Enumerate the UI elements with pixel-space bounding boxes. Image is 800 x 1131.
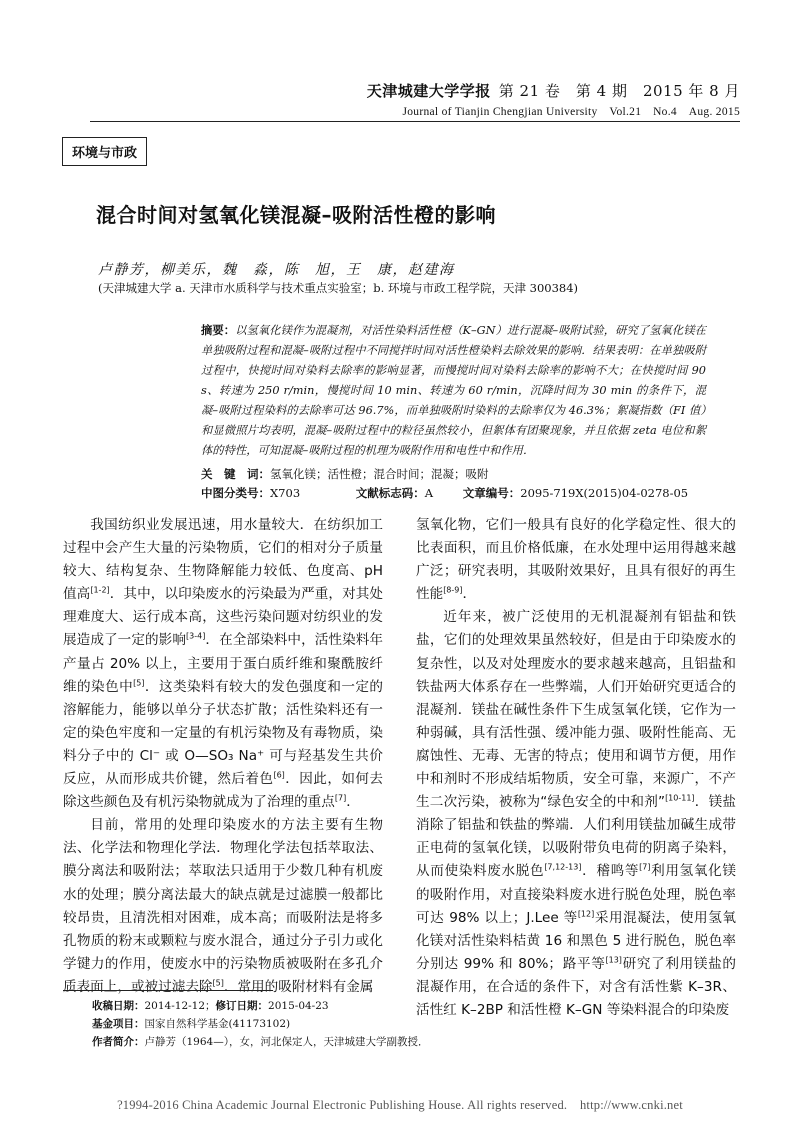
paragraph-text: 我国纺织业发展迅速，用水量较大．在纺织加工过程中会产生大量的污染物质，它们的相对分子质量较大、结构复杂、生物降解能力较低、色度高、pH 值高 xyxy=(63,517,383,603)
citation-ref: [5] xyxy=(212,978,224,988)
author-list: 卢静芳，柳美乐，魏 淼，陈 旭，王 康，赵建海 xyxy=(98,262,455,278)
journal-header-en: Journal of Tianjin Chengjian University Vol.21 No.4 Aug. 2015 xyxy=(402,106,740,118)
paragraph-text: ．在全部染料中，活性染料年产量占 20% 以上，主要用于蛋白质纤维和聚酰胺纤维的染色中 xyxy=(63,632,384,695)
footnote-line xyxy=(92,1033,428,1051)
affiliation: (天津城建大学 a. 天津市水质科学与技术重点实验室；b. 环境与市政工程学院，天津 300384) xyxy=(98,281,579,295)
footnote-label: 基金项目： xyxy=(92,1018,145,1030)
journal-header-cn xyxy=(367,80,740,101)
footnote-label: 收稿日期： xyxy=(92,1000,145,1012)
citation-ref: [7] xyxy=(639,862,651,872)
article-metadata xyxy=(201,465,721,503)
paragraph-text: ．常用的吸附材料有金属 xyxy=(223,978,374,995)
abstract-line: 件下，混凝–吸附过程染料的去除率可达 96.7%，而单独吸附时染料的去除率仅为 46.3%；絮凝 xyxy=(201,384,706,417)
doc-code-label: 文献标志码： xyxy=(355,486,425,500)
footnote-rule xyxy=(63,990,273,991)
abstract-line: 据 zeta 电位和絮体的特性，可知混凝–吸附过程的机理为吸附作用和电性中和作用． xyxy=(201,424,706,457)
section-label: 环境与市政 xyxy=(62,137,147,166)
classification-line xyxy=(201,484,721,503)
abstract-line: 以氢氧化镁作为混凝剂，对活性染料活性橙（K–GN）进行混凝–吸附试验，研究了氢氧化 xyxy=(235,324,684,337)
abstract-line: 在快搅时间 90 s、转速为 250 r/min，慢搅时间 10 min、转速为 60 r/min，沉降时间为 30 min 的条 xyxy=(201,364,706,397)
citation-ref: [12] xyxy=(577,909,595,919)
clc-value: X703 xyxy=(270,486,301,500)
paragraph-text: 采用混凝法，使用氢氧化镁对活性染料桔黄 16 和黑色 5 进行脱色，脱色率分别达 99% 和 80%；路平等 xyxy=(416,909,737,972)
citation-ref: [3-4] xyxy=(186,631,206,641)
body-column-left xyxy=(63,514,383,999)
paragraph-text: ．镁盐消除了铝盐和铁盐的弊端．人们利用镁盐加碱生成带正电荷的氢氧化镁，以吸附带负电荷的阴离子染料，从而使染料废水脱色 xyxy=(416,794,736,880)
body-paragraph xyxy=(416,606,736,1022)
citation-ref: [7,12-13] xyxy=(544,862,582,872)
footnote-line xyxy=(92,997,428,1015)
citation-ref: [13] xyxy=(605,955,622,965)
abstract-line: 镁在单独吸附过程和混凝–吸附过程中不同搅拌时间对活性橙染料去除效果的影响．结果表明： xyxy=(201,324,706,357)
article-id-value: 2095-719X(2015)04-0278-05 xyxy=(520,486,689,500)
citation-ref: [6] xyxy=(273,770,285,780)
citation-ref: [8-9] xyxy=(443,585,463,595)
footnote-label: 修订日期： xyxy=(215,1000,269,1012)
body-paragraph xyxy=(63,514,383,814)
footnote-line xyxy=(92,1015,428,1033)
keywords-line xyxy=(201,465,721,484)
footnote-label: 作者简介： xyxy=(92,1036,145,1048)
abstract-label: 摘要： xyxy=(201,324,236,337)
article-id-label: 文章编号： xyxy=(462,486,521,500)
paragraph-text: ． xyxy=(462,586,477,603)
paragraph-text: ．因此，如何去除这些颜色及有机污染物就成为了治理的重点 xyxy=(63,771,384,811)
footnote-value: 国家自然科学基金(41173102) xyxy=(144,1018,291,1030)
body-paragraph xyxy=(416,514,736,606)
abstract xyxy=(201,321,706,461)
abstract-line: 在单独吸附过程中，快搅时间对染料去除率的影响显著，而慢搅时间对染料去除率的影响不大； xyxy=(201,344,706,377)
keywords-label: 关 键 词： xyxy=(201,467,270,481)
footnotes xyxy=(92,997,428,1051)
paragraph-text: ． xyxy=(346,794,360,811)
abstract-text xyxy=(201,324,706,457)
doc-code-value: A xyxy=(424,486,434,500)
paper-title: 混合时间对氢氧化镁混凝–吸附活性橙的影响 xyxy=(96,203,496,227)
paragraph-text: ．其中，以印染废水的污染最为严重，对其处理难度大、运行成本高，这些污染问题对纺织业的发展造成了一定的影响 xyxy=(63,586,384,649)
journal-issue: 第 21 卷 第 4 期 2015 年 8 月 xyxy=(498,82,740,100)
body-column-right xyxy=(416,514,736,1022)
journal-name: 天津城建大学学报 xyxy=(366,82,491,100)
paragraph-text: 氢氧化物，它们一般具有良好的化学稳定性、很大的比表面积，而且价格低廉，在水处理中运用得越来越广泛；研究表明，其吸附效果好，且具有很好的再生性能 xyxy=(416,517,736,603)
citation-ref: [5] xyxy=(133,678,145,688)
paragraph-text: 研究了利用镁盐的混凝作用，在合适的条件下，对含有活性紫 K–3R、活性红 K–2BP 和活性橙 K–GN 等染料混合的印染废 xyxy=(416,955,736,1018)
citation-ref: [10-11] xyxy=(665,793,695,803)
citation-ref: [1-2] xyxy=(90,585,110,595)
clc-label: 中图分类号： xyxy=(201,486,270,500)
citation-ref: [7] xyxy=(334,793,347,803)
header-rule xyxy=(90,121,740,122)
paragraph-text: ．这类染料有较大的发色强度和一定的溶解能力，能够以单分子状态扩散；活性染料还有一定的染色牢度和一定量的有机污染物及有毒物质，染料分子中的 Cl⁻ 或 O—SO₃ Na⁺ 可与羟基发生共价反应，从而形成共价键，然后着色 xyxy=(63,678,384,788)
paragraph-text: ．稽鸣等 xyxy=(581,863,640,880)
paragraph-text: 目前，常用的处理印染废水的方法主要有生物法、化学法和物理化学法．物理化学法包括萃取法、膜分离法和吸附法；萃取法只适用于少数几种有机废水的处理；膜分离法最大的缺点就是过滤膜一般都比较昂贵，且清洗相对困难，成本高；而吸附法是将多孔物质的粉末或颗粒与废水混合，通过分子引力或化学键力的作用，使废水中的污染物质被吸附在多孔介质表面上，或被过滤去除 xyxy=(63,817,383,995)
copyright-footer: ?1994-2016 China Academic Journal Electronic Publishing House. All rights reserved. http://www.cnki.net xyxy=(117,1098,683,1112)
abstract-line: 指数（FI 值）和显微照片均表明，混凝–吸附过程中的粒径虽然较小，但絮体有团聚现象，并且依 xyxy=(201,404,707,437)
footnote-value: 卢静芳（1964—），女，河北保定人，天津城建大学副教授． xyxy=(144,1036,429,1048)
footnote-value: 2015-04-23 xyxy=(268,1000,329,1012)
paragraph-text: 近年来，被广泛使用的无机混凝剂有铝盐和铁盐，它们的处理效果虽然较好，但是由于印染废水的复杂性，以及对处理废水的要求越来越高，且铝盐和铁盐两大体系存在一些弊端，人们开始研究更适合的混凝剂．镁盐在碱性条件下生成氢氧化镁，它作为一种弱碱，具有活性强、缓冲能力强、吸附性能高、无腐蚀性、无毒、无害的特点；使用和调节方便，用作中和剂时不形成结垢物质，安全可靠，来源广，不产生二次污染，被称为“绿色安全的中和剂” xyxy=(416,609,736,811)
body-paragraph xyxy=(63,814,383,999)
footnote-value: 2014-12-12； xyxy=(144,1000,216,1012)
keywords-value: 氢氧化镁；活性橙；混合时间；混凝；吸附 xyxy=(270,467,489,481)
paragraph-text: 利用氢氧化镁的吸附作用，对直接染料废水进行脱色处理，脱色率可达 98% 以上；J.Lee 等 xyxy=(416,863,737,926)
